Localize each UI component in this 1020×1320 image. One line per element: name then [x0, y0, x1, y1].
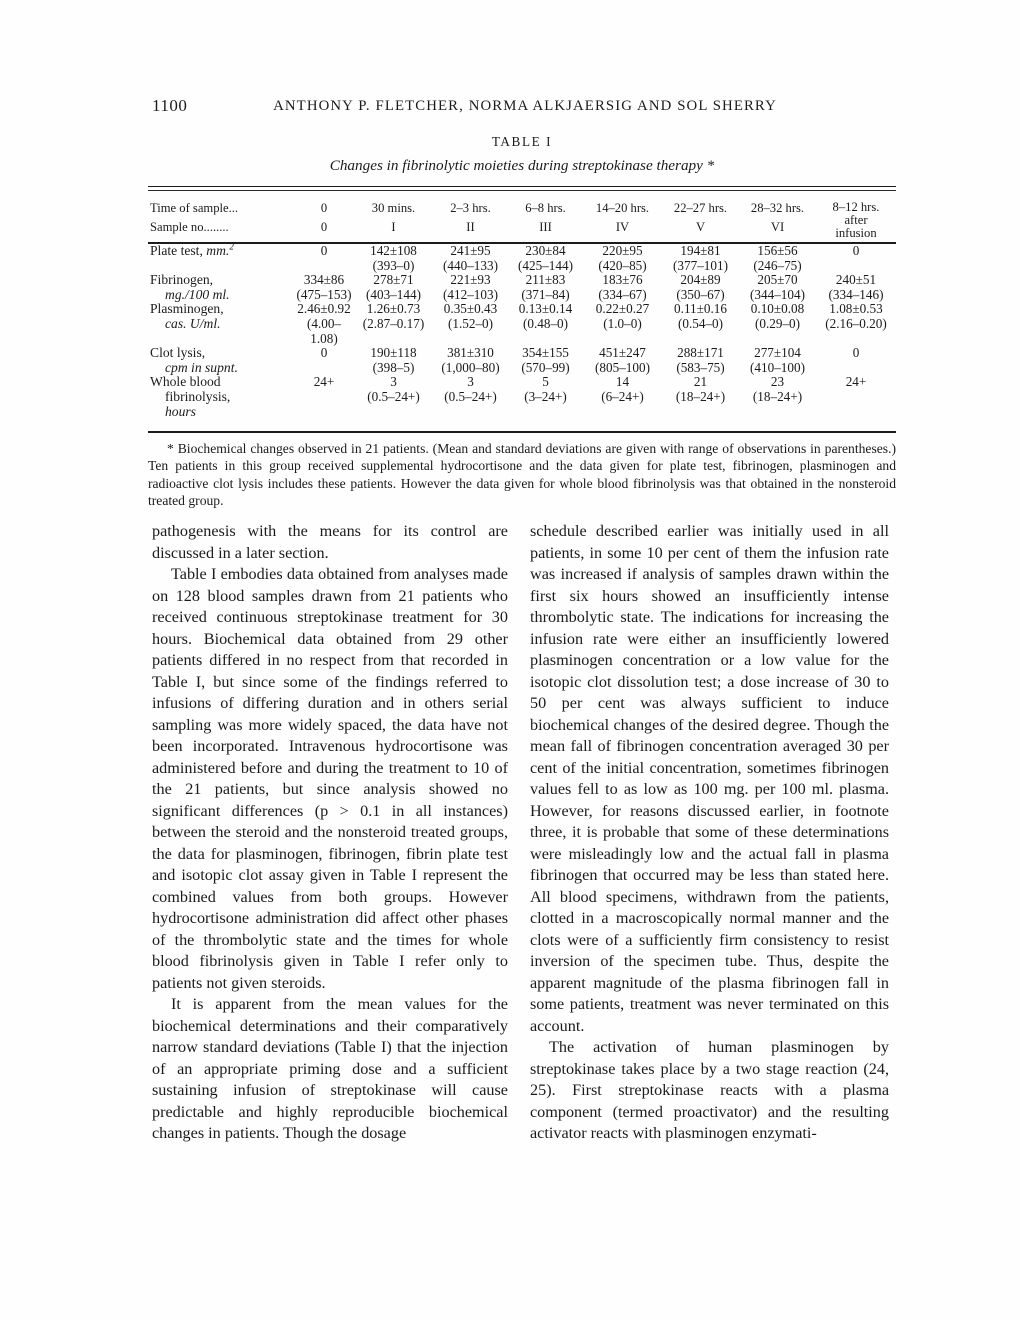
table-title: TABLE I — [491, 134, 553, 149]
cell-range: (3–24+) — [524, 388, 567, 404]
cell-mean-sd: 1.08±0.53 — [829, 301, 883, 317]
cell-range: (1.52–0) — [447, 315, 494, 331]
row-label-text: mm.$^2$ — [206, 241, 234, 258]
cell-mean-sd: 0.10±0.08 — [750, 301, 805, 317]
header-cell-sample: III — [508, 215, 583, 243]
row-label — [148, 346, 294, 375]
cell-range: (403–144) — [366, 286, 421, 302]
cell-range: (0.54–0) — [677, 315, 724, 331]
header-cell-time: 14–20 hrs. — [595, 201, 650, 215]
cell-range: (0.5–24+) — [444, 388, 497, 404]
row-label-line — [150, 361, 294, 376]
cell-mean-sd: 156±56 — [757, 243, 798, 258]
row-label-text: Plasminogen, — [150, 301, 224, 317]
cell-mean-sd: 0.22±0.27 — [595, 301, 650, 317]
table-cell — [508, 302, 583, 346]
table-cell — [354, 302, 433, 346]
header-row-samples — [148, 215, 896, 243]
header-cell-sample: I — [354, 215, 433, 243]
cell-mean-sd: 142±108 — [370, 243, 417, 258]
cell-mean-sd: 1.26±0.73 — [366, 301, 421, 317]
row-label-line — [150, 405, 294, 420]
table-row — [148, 302, 896, 346]
cell-mean-sd: 190±118 — [370, 345, 417, 361]
paragraph: pathogenesis with the means for its control are discussed in a later section. — [152, 522, 508, 562]
table-cell — [662, 346, 739, 375]
table-cell — [354, 346, 433, 375]
row-label — [148, 375, 294, 432]
table-cell — [433, 346, 508, 375]
table-cell — [294, 302, 354, 346]
row-label-line — [150, 317, 294, 332]
page-number: 1100 — [152, 96, 188, 115]
cell-mean-sd: 204±89 — [680, 272, 721, 288]
table-cell — [508, 273, 583, 302]
table-cell — [508, 243, 583, 273]
body-columns — [152, 521, 889, 1145]
table-cell — [294, 243, 354, 273]
cell-mean-sd: 3 — [390, 374, 397, 390]
header-cell-sample: II — [433, 215, 508, 243]
row-label-line — [150, 346, 294, 361]
header-cell-time: 2–3 hrs. — [450, 201, 491, 215]
table-block — [148, 134, 896, 509]
cell-range: (2.16–0.20) — [825, 315, 887, 331]
cell-range: (371–84) — [521, 286, 570, 302]
table-cell — [583, 346, 662, 375]
cell-range: (18–24+) — [675, 388, 726, 404]
table-cell — [583, 375, 662, 432]
table-cell — [662, 302, 739, 346]
table-cell — [294, 346, 354, 375]
cell-mean-sd: 0.35±0.43 — [443, 301, 498, 317]
table-cell — [583, 273, 662, 302]
cell-mean-sd: 240±51 — [835, 272, 877, 288]
table-cell — [739, 273, 816, 302]
cell-mean-sd: 14 — [615, 374, 630, 390]
cell-mean-sd: 381±310 — [447, 345, 494, 361]
table-cell — [583, 243, 662, 273]
cell-mean-sd: 288±171 — [677, 345, 724, 361]
row-label-text: hours — [165, 403, 196, 419]
cell-mean-sd: 0 — [320, 345, 328, 361]
header-cell-sample: 0 — [294, 215, 354, 243]
cell-range: (377–101) — [673, 257, 728, 273]
cell-mean-sd: 0 — [320, 243, 328, 258]
cell-mean-sd: 334±86 — [303, 272, 345, 288]
header-cell-sample: IV — [583, 215, 662, 243]
cell-mean-sd: 0.13±0.14 — [518, 301, 573, 317]
row-label — [148, 302, 294, 346]
header-label-time: Time of sample... — [150, 201, 239, 215]
cell-mean-sd: 354±155 — [522, 345, 569, 361]
header-cell-time: 6–8 hrs. — [525, 201, 566, 215]
cell-range: (475–153) — [296, 286, 352, 302]
cell-range: (0.5–24+) — [367, 388, 420, 404]
header-label-sample-no: Sample no........ — [148, 215, 294, 243]
cell-mean-sd: 23 — [770, 374, 785, 390]
table-cell — [816, 302, 896, 346]
cell-range: (1,000–80) — [441, 359, 500, 375]
cell-mean-sd: 278±71 — [373, 272, 414, 288]
header-line: 8–12 hrs. — [832, 200, 880, 214]
cell-mean-sd: 2.46±0.92 — [297, 301, 351, 317]
row-label-line — [150, 241, 294, 259]
table-cell — [583, 302, 662, 346]
table-cell — [433, 243, 508, 273]
cell-mean-sd: 0.11±0.16 — [674, 301, 727, 317]
table-head — [148, 191, 896, 243]
table-cell — [739, 302, 816, 346]
cell-mean-sd: 0 — [852, 243, 860, 258]
cell-mean-sd: 183±76 — [602, 272, 643, 288]
paragraph: It is apparent from the mean values for the biochemical determinations and their comparatively narrow standard deviations (Table I) that the injection of an appropriate priming dose and a sufficient sustaining infusion of streptokinase will cause predictable and highly reproducible biochemical changes in patients. Though the dosage — [152, 995, 508, 1142]
running-head: ANTHONY P. FLETCHER, NORMA ALKJAERSIG AND SOL SHERRY — [273, 98, 777, 114]
header-cell-time: 0 — [320, 201, 328, 215]
cell-range: (350–67) — [676, 286, 725, 302]
cell-range: (344–104) — [750, 286, 805, 302]
row-label-line — [150, 288, 294, 303]
row-label-text: cas. U/ml. — [165, 315, 221, 331]
cell-range: (0.48–0) — [522, 315, 569, 331]
cell-mean-sd: 5 — [542, 374, 549, 390]
row-label-line — [150, 375, 294, 390]
cell-range: (805–100) — [595, 359, 650, 375]
table-cell — [662, 273, 739, 302]
cell-range: (583–75) — [676, 359, 725, 375]
table-row — [148, 243, 896, 273]
cell-mean-sd: 0 — [852, 345, 860, 361]
cell-range: (420–85) — [598, 257, 647, 273]
page-header — [140, 96, 910, 118]
left-column — [152, 521, 508, 1145]
table-cell — [816, 375, 896, 432]
row-label-text: Plate test, — [150, 243, 207, 258]
table-cell — [816, 243, 896, 273]
cell-range: (412–103) — [443, 286, 498, 302]
cell-mean-sd: 205±70 — [757, 272, 798, 288]
header-cell-time: 28–32 hrs. — [750, 201, 805, 215]
row-label-text: mg./100 ml. — [165, 286, 230, 302]
table-row — [148, 375, 896, 432]
row-label-line — [150, 390, 294, 405]
cell-mean-sd: 277±104 — [754, 345, 801, 361]
table-row — [148, 346, 896, 375]
paragraph: schedule described earlier was initially used in all patients, in some 10 per cent of them the infusion rate was increased if analysis of samples drawn within the first six hours showed an insufficiently intense thrombolytic state. The indications for increasing the infusion rate were either an insufficiently lowered plasminogen concentration or a low value for the isotopic clot dissolution test; a dose increase of 30 to 50 per cent was always sufficient to induce biochemical changes of the desired degree. Though the mean fall of fibrinogen concentration averaged 30 per cent of the initial concentration, sometimes fibrinogen values fell to as low as 100 mg. per 100 ml. plasma. However, for reasons discussed earlier, in footnote three, it is probable that some of these determinations were misleadingly low and the actual fall in plasma fibrinogen that occurred may be less than stated here. All blood specimens, withdrawn from the patients, clotted in a macroscopically normal manner and the clots were of a sufficiently firm consistency to resist inversion of the specimen tube. Thus, despite the apparent magnitude of the plasma fibrinogen fall in some patients, treatment was never terminated on this account. — [530, 522, 889, 1035]
cell-mean-sd: 211±83 — [525, 272, 566, 288]
table-cell — [662, 375, 739, 432]
cell-mean-sd: 230±84 — [525, 243, 566, 258]
table-cell — [508, 375, 583, 432]
table-footnote: * Biochemical changes observed in 21 patients. (Mean and standard deviations are given with range of observations in parentheses.) Ten patients in this group received supplemental hydrocortisone and the data given for plate test, fibrinogen, plasminogen and radioactive clot lysis includes these patients. However the data given for whole blood fibrinolysis was that obtained in the nonsteroid treated group. — [148, 441, 896, 508]
table-cell — [739, 375, 816, 432]
row-label-text: cpm in supnt. — [165, 359, 238, 375]
cell-range: (4.00–1.08) — [306, 315, 342, 346]
row-label — [148, 243, 294, 273]
cell-mean-sd: 194±81 — [680, 243, 721, 258]
cell-mean-sd: 220±95 — [602, 243, 643, 258]
row-label-line — [150, 273, 294, 288]
header-line: after — [844, 213, 868, 227]
row-label-text: Fibrinogen, — [150, 272, 214, 288]
cell-range: (440–133) — [443, 257, 498, 273]
paragraph: Table I embodies data obtained from analyses made on 128 blood samples drawn from 21 patients who received continuous streptokinase treatment for 30 hours. Biochemical data obtained from 29 other patients differed in no respect from that recorded in Table I, but since some of the findings referred to infusions of differing duration and in others serial sampling was more widely spaced, the data have not been incorporated. Intravenous hydrocortisone was administered before and during the treatment to 10 of the 21 patients, but since analysis showed no significant differences (p > 0.1 in all instances) between the steroid and the nonsteroid treated groups, the data for plasminogen, fibrinogen, fibrin plate test and isotopic clot assay given in Table I represent the combined values from both groups. However hydrocortisone administration did affect other phases of the thrombolytic state and the times for whole blood fibrinolysis given in Table I refer only to patients not given steroids. — [152, 565, 508, 992]
cell-mean-sd: 24+ — [845, 374, 867, 390]
table-caption: Changes in fibrinolytic moieties during streptokinase therapy * — [329, 157, 715, 174]
table-cell — [433, 273, 508, 302]
cell-mean-sd: 21 — [693, 374, 708, 390]
cell-range: (6–24+) — [601, 388, 644, 404]
cell-range: (393–0) — [372, 257, 415, 273]
cell-range: (18–24+) — [752, 388, 803, 404]
header-cell-time: 22–27 hrs. — [673, 201, 728, 215]
table-body — [148, 243, 896, 432]
table-cell — [816, 273, 896, 302]
table-cell — [508, 346, 583, 375]
data-table — [148, 191, 896, 433]
header-cell-sample: V — [662, 215, 739, 243]
table-cell — [816, 346, 896, 375]
table-cell — [354, 273, 433, 302]
row-label-line — [150, 302, 294, 317]
cell-range: (334–146) — [828, 286, 884, 302]
table-row — [148, 273, 896, 302]
table-cell — [433, 302, 508, 346]
cell-range: (410–100) — [750, 359, 805, 375]
cell-range: (246–75) — [753, 257, 802, 273]
header-cell-sample: VI — [739, 215, 816, 243]
cell-range: (334–67) — [598, 286, 647, 302]
table-cell — [433, 375, 508, 432]
cell-mean-sd: 221±93 — [450, 272, 491, 288]
paragraph: The activation of human plasminogen by streptokinase takes place by a two stage reaction (24, 25). First streptokinase reacts with a plasma component (termed proactivator) and the resulting activator reacts with plasminogen enzymati- — [530, 1038, 889, 1142]
header-cell-time: 30 mins. — [371, 201, 416, 215]
row-label-text: fibrinolysis, — [165, 388, 231, 404]
table-cell — [294, 273, 354, 302]
cell-range: (425–144) — [518, 257, 573, 273]
right-column — [530, 521, 889, 1145]
superscript: 2 — [229, 241, 234, 252]
row-label-text: Clot lysis, — [150, 345, 206, 361]
table-cell — [354, 243, 433, 273]
cell-range: (398–5) — [372, 359, 415, 375]
header-cell-after-infusion — [816, 191, 896, 243]
header-row-times — [148, 191, 896, 215]
table-cell — [294, 375, 354, 432]
row-label — [148, 273, 294, 302]
header-line: infusion — [835, 226, 877, 240]
table-cell — [354, 375, 433, 432]
cell-mean-sd: 241±95 — [450, 243, 491, 258]
cell-mean-sd: 451±247 — [599, 345, 646, 361]
cell-range: (1.0–0) — [603, 315, 642, 331]
cell-range: (2.87–0.17) — [362, 315, 425, 331]
table-cell — [662, 243, 739, 273]
row-label-text: Whole blood — [150, 374, 221, 390]
cell-mean-sd: 3 — [467, 374, 474, 390]
cell-mean-sd: 24+ — [313, 374, 335, 390]
cell-range: (0.29–0) — [754, 315, 801, 331]
table-cell — [739, 346, 816, 375]
table-cell — [739, 243, 816, 273]
cell-range: (570–99) — [521, 359, 570, 375]
